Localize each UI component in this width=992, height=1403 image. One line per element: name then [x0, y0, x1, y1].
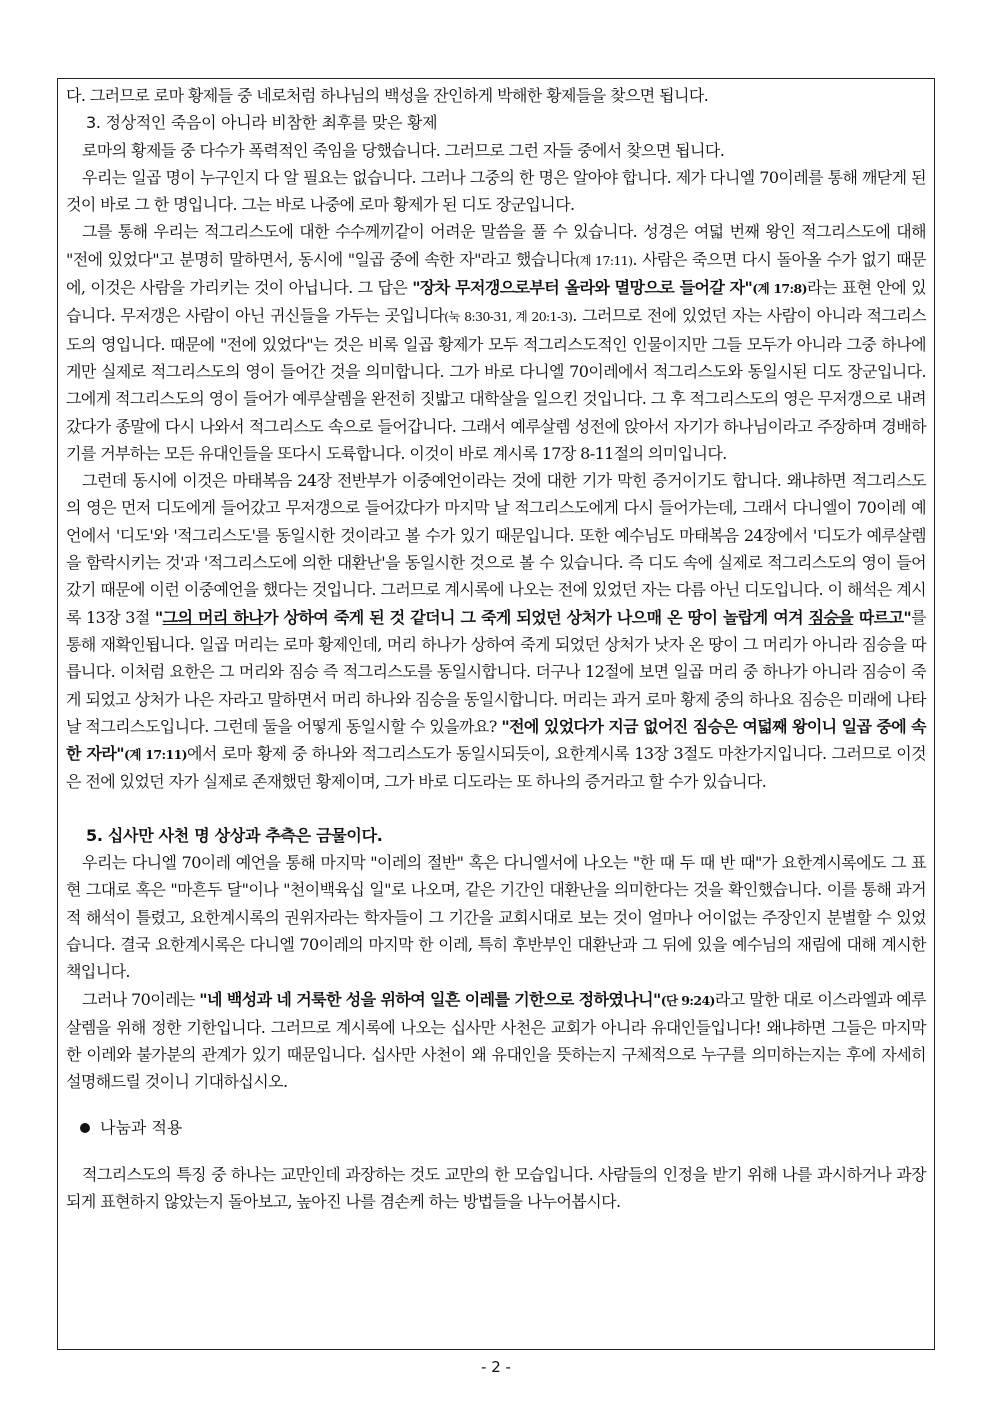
paragraph-4: 그런데 동시에 이것은 마태복음 24장 전반부가 이중예언이라는 것에 대한 기가 막힌 증거이기도 합니다. 왜냐하면 적그리스도의 영은 먼저 디도에게 들어갔고 무저갱으로 들어갔다가 마지막 날 적그리스도에게 다시 들어가는데, 그래서 다니엘이 70이레 예언에서 '디도'와 '적그리스도'를 동일시한 것이라고 볼 수가 있기 때문입니다. 또한 예수님도 마태복음 24장에서 '디도가 예루살렘을 함락시키는 것'과 '적그리스도에 의한 대환난'을 동일시한 것으로 볼 수 있습니다. 즉 디도 속에 실제로 적그리스도의 영이 들어갔기 때문에 이런 이중예언을 했다는 것입니다. 그러므로 계시록에 나오는 전에 있었던 자는 다름 아닌 디도입니다. 이 해석은 계시록 13장 3절 "그의 머리 하나가 상하여 죽게 된 것 같더니 그 죽게 되었던 상처가 나으매 온 땅이 놀랍게 여겨 짐승을 따르고"를 통해 재확인됩니다. 일곱 머리는 로마 황제인데, 머리 하나가 상하여 죽게 되었던 상처가 낫자 온 땅이 그 머리가 아니라 짐승을 따릅니다. 이처럼 요한은 그 머리와 짐승 즉 적그리스도를 동일시합니다. 더구나 12절에 보면 일곱 머리 중 하나가 아니라 짐승이 죽게 되었고 상처가 나은 자라고 말하면서 머리 하나와 짐승을 동일시합니다. 머리는 과거 로마 황제 중의 하나요 짐승은 미래에 나타날 적그리스도입니다. 그런데 둘을 어떻게 동일시할 수 있을까요? "전에 있었다가 지금 없어진 짐승은 여덟째 왕이니 일곱 중에 속한 자라"(계 17:11)에서 로마 황제 중 하나와 적그리스도가 동일시되듯이, 요한계시록 13장 3절도 마찬가지입니다. 그러므로 이것은 전에 있었던 자가 실제로 존재했던 황제이며, 그가 바로 디도라는 또 하나의 증거라고 할 수가 있습니다.	[66, 471, 927, 792]
quote-rev-17-8: "장차 무저갱으로부터 올라와 멸망으로 들어갈 자"	[412, 278, 753, 298]
paragraph-application: 적그리스도의 특징 중 하나는 교만인데 과장하는 것도 교만의 한 모습입니다. 사람들의 인정을 받기 위해 나를 과시하거나 과장되게 표현하지 않았는지 돌아보고, 높아진 나를 겸손케 하는 방법들을 나누어봅시다.	[66, 1164, 926, 1211]
paragraph-intro: 다. 그러므로 로마 황제들 중 네로처럼 하나님의 백성을 잔인하게 박해한 황제들을 찾으면 됩니다.	[66, 86, 709, 105]
sharing-heading: 나눔과 적용	[66, 1114, 926, 1141]
section-3-heading: 3. 정상적인 죽음이 아니라 비참한 최후를 맞은 황제	[86, 113, 438, 133]
paragraph-2: 우리는 일곱 명이 누구인지 다 알 필요는 없습니다. 그러나 그중의 한 명은 알아야 합니다. 제가 다니엘 70이레를 통해 깨닫게 된 것이 바로 그 한 명입니다. 그는 바로 나중에 로마 황제가 된 디도 장군입니다.	[66, 167, 926, 215]
quote-dan-9-24: "네 백성과 네 거룩한 성을 위하여 일흔 이레를 기한으로 정하였나니"	[199, 989, 661, 1009]
quote-rev-13-3: "그의 머리 하나가 상하여 죽게 된 것 같더니 그 죽게 되었던 상처가 나으매 온 땅이 놀랍게 여겨 짐승을 따르고"	[154, 607, 912, 627]
document-body	[66, 82, 926, 1215]
bullet-icon	[80, 1123, 90, 1133]
page-number: - 2 -	[481, 1358, 511, 1376]
paragraph-5: 우리는 다니엘 70이레 예언을 통해 마지막 "이레의 절반" 혹은 다니엘서에 나오는 "한 때 두 때 반 때"가 요한계시록에도 그 표현 그대로 혹은 "마흔두 달"이나 "천이백육십 일"로 나오며, 같은 기간인 대환난을 의미한다는 것을 확인했습니다. 이를 통해 과거적 해석이 틀렸고, 요한계시록의 권위자라는 학자들이 그 기간을 교회시대로 보는 것이 얼마나 어이없는 주장인지 분별할 수 있었습니다. 결국 요한계시록은 다니엘 70이레의 마지막 한 이레, 특히 후반부인 대환난과 그 뒤에 있을 예수님의 재림에 대해 계시한 책입니다.	[66, 853, 926, 982]
section-5-heading: 5. 십사만 사천 명 상상과 추측은 금물이다.	[86, 825, 383, 845]
quote-rev-17-11: "전에 있었다가 지금 없어진 짐승은 여덟째 왕이니 일곱 중에 속한 자라"	[66, 716, 927, 764]
paragraph-6: 그러나 70이레는 "네 백성과 네 거룩한 성을 위하여 일흔 이레를 기한으로 정하였나니"(단 9:24)라고 말한 대로 이스라엘과 예루살렘을 위해 정한 기한입니다. 그러므로 계시록에 나오는 십사만 사천은 교회가 아니라 유대인들입니다! 왜냐하면 그들은 마지막 한 이레와 불가분의 관계가 있기 때문입니다. 십사만 사천이 왜 유대인을 뜻하는지 구체적으로 누구를 의미하는지는 후에 자세히 설명해드릴 것이니 기대하십시오.	[66, 989, 926, 1092]
paragraph-3: 그를 통해 우리는 적그리스도에 대한 수수께끼같이 어려운 말씀을 풀 수 있습니다. 성경은 여덟 번째 왕인 적그리스도에 대해 "전에 있었다"고 분명히 말하면서, 동시에 "일곱 중에 속한 자"라고 했습니다(계 17:11). 사람은 죽으면 다시 돌아올 수가 없기 때문에, 이것은 사람을 가리키는 것이 아닙니다. 그 답은 "장차 무저갱으로부터 올라와 멸망으로 들어갈 자"(계 17:8)라는 표현 안에 있습니다. 무저갱은 사람이 아닌 귀신들을 가두는 곳입니다(눅 8:30-31, 계 20:1-3). 그러므로 전에 있었던 자는 사람이 아니라 적그리스도의 영입니다. 때문에 "전에 있었다"는 것은 비록 일곱 황제가 모두 적그리스도적인 인물이지만 그들 모두가 아니라 그중 하나에게만 실제로 적그리스도의 영이 들어간 것을 의미합니다. 그가 바로 다니엘 70이레에서 적그리스도와 동일시된 디도 장군입니다. 그에게 적그리스도의 영이 들어가 예루살렘을 완전히 짓밟고 대학살을 일으킨 것입니다. 그 후 적그리스도의 영은 무저갱으로 내려갔다가 종말에 다시 나와서 적그리스도 속으로 들어갑니다. 그래서 예루살렘 성전에 앉아서 자기가 하나님이라고 주장하며 경배하기를 거부하는 모든 유대인들을 또다시 도륙합니다. 이것이 바로 계시록 17장 8-11절의 의미입니다.	[66, 222, 926, 463]
paragraph-1: 로마의 황제들 중 다수가 폭력적인 죽임을 당했습니다. 그러므로 그런 자들 중에서 찾으면 됩니다.	[82, 140, 725, 160]
